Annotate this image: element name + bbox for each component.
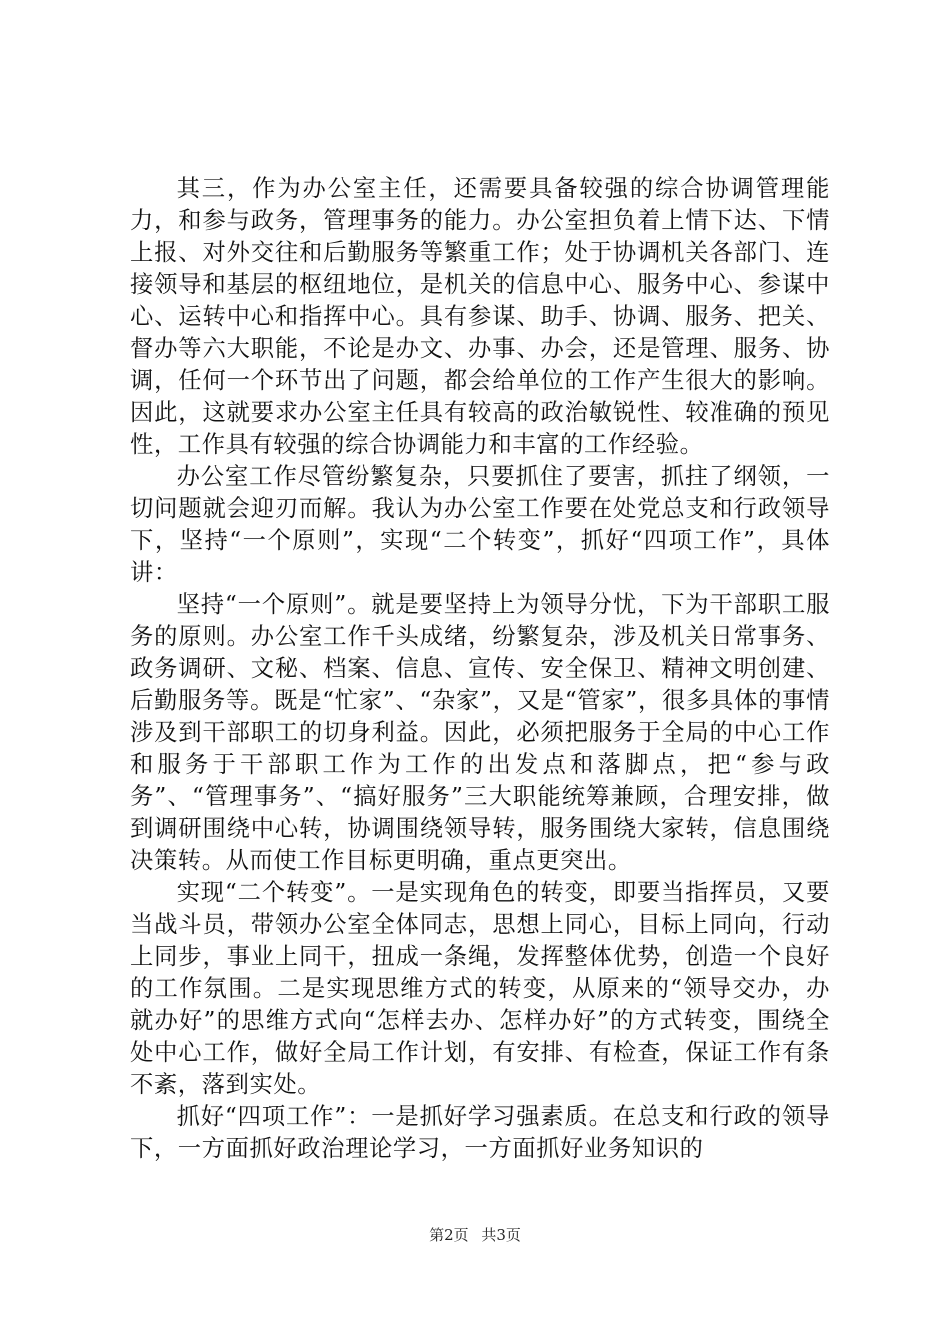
paragraph-1: 其三，作为办公室主任，还需要具备较强的综合协调管理能力，和参与政务，管理事务的能力。办公室担负着上情下达、下情上报、对外交往和后勤服务等繁重工作；处于协调机关各部门、连接领导和基层的枢纽地位，是机关的信息中心、服务中心、参谋中心、运转中心和指挥中心。具有参谋、助手、协调、服务、把关、督办等六大职能，不论是办文、办事、办会，还是管理、服务、协调，任何一个环节出了问题，都会给单位的工作产生很大的影响。因此，这就要求办公室主任具有较高的政治敏锐性、较准确的预见性，工作具有较强的综合协调能力和丰富的工作经验。 — [130, 175, 830, 458]
paragraph-5: 抓好“四项工作”：一是抓好学习强素质。在总支和行政的领导下，一方面抓好政治理论学习，一方面抓好业务知识的 — [130, 1103, 830, 1162]
document-body — [130, 173, 830, 1165]
paragraph-4: 实现“二个转变”。一是实现角色的转变，即要当指挥员，又要当战斗员，带领办公室全体同志，思想上同心，目标上同向，行动上同步，事业上同干，扭成一条绳，发挥整体优势，创造一个良好的工作氛围。二是实现思维方式的转变，从原来的“领导交办，办就办好”的思维方式向“怎样去办、怎样办好”的方式转变，围绕全处中心工作，做好全局工作计划，有安排、有检查，保证工作有条不紊，落到实处。 — [130, 879, 830, 1098]
page-number: 第2页 — [429, 1226, 469, 1244]
page-footer — [0, 1225, 950, 1245]
paragraph-3: 坚持“一个原则”。就是要坚持上为领导分忧，下为干部职工服务的原则。办公室工作千头成绪，纷繁复杂，涉及机关日常事务、政务调研、文秘、档案、信息、宣传、安全保卫、精神文明创建、后勤服务等。既是“忙家”、“杂家”，又是“管家”，很多具体的事情涉及到干部职工的切身利益。因此，必须把服务于全局的中心工作和服务于干部职工作为工作的出发点和落脚点，把“参与政务”、“管理事务”、“搞好服务”三大职能统筹兼顾，合理安排，做到调研围绕中心转，协调围绕领导转，服务围绕大家转，信息围绕决策转。从而使工作目标更明确，重点更突出。 — [130, 591, 830, 874]
page-total: 共3页 — [481, 1226, 521, 1244]
paragraph-2: 办公室工作尽管纷繁复杂，只要抓住了要害，抓拄了纲领，一切问题就会迎刃而解。我认为办公室工作要在处党总支和行政领导下，坚持“一个原则”，实现“二个转变”，抓好“四项工作”，具体讲： — [130, 463, 830, 586]
